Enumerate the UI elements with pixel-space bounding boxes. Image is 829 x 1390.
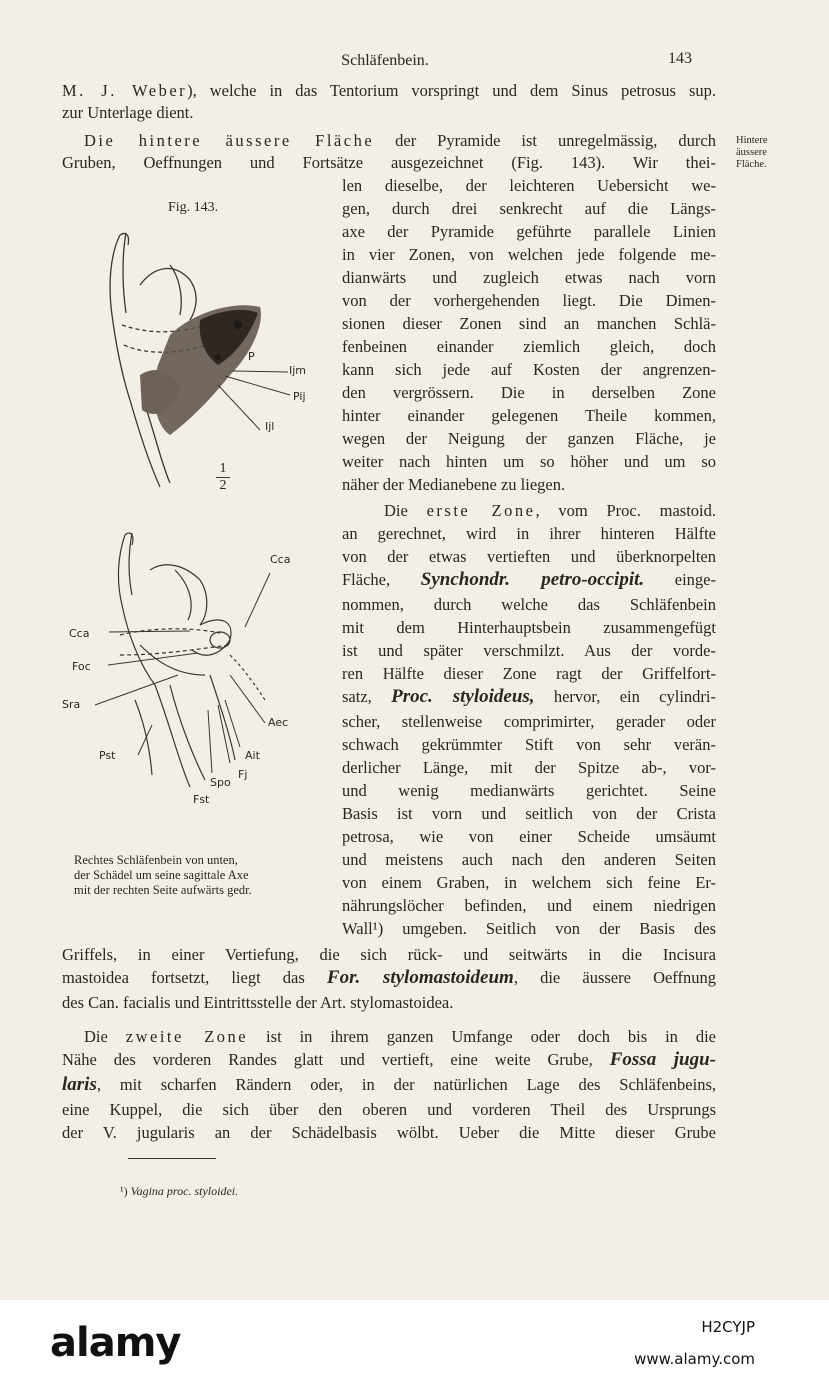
fig-label-aec: Aec [268,716,289,729]
text-line: fenbeinen einander ziemlich gleich, doch [342,337,716,356]
text-line: Die hintere äussere Fläche der Pyramide ist unregelmässig, durch [84,131,716,150]
text-line: ren Hälfte dieser Zone ragt der Griffelfort- [342,664,716,683]
text-line: und wenig medianwärts gerichtet. Seine [342,781,716,800]
site-url: www.alamy.com [634,1350,755,1368]
figure-caption: Rechtes Schläfenbein von unten, der Schädel um seine sagittale Axe mit der rechten Seite aufwärts gedr. [74,853,252,897]
text-line: Gruben, Oeffnungen und Fortsätze ausgezeichnet (Fig. 143). Wir thei- [62,153,716,172]
text-line: Griffels, in einer Vertiefung, die sich rück- und seitwärts in die Incisura [62,945,716,964]
text-line: scher, stellenweise comprimirter, gerader oder [342,712,716,731]
text-line: Basis ist vorn und seitlich von der Crista [342,804,716,823]
text-line: dianwärts und zugleich etwas nach vorn [342,268,716,287]
text-line: von der vorhergehenden liegt. Die Dimen- [342,291,716,310]
text-line: laris, mit scharfen Rändern oder, in der natürlichen Lage des Schläfenbeins, [62,1074,716,1095]
text-line: Die erste Zone, vom Proc. mastoid. [384,501,716,520]
fig-label-cca-top: Cca [270,553,291,566]
text-line: mastoidea fortsetzt, liegt das For. stylomastoideum, die äussere Oeffnung [62,967,716,988]
text-line: petrosa, wie von einer Scheide umsäumt [342,827,716,846]
text-line: derlicher Länge, mit der Spitze ab-, vor- [342,758,716,777]
fig-label-spo: Spo [210,776,231,789]
lower-skull-illustration [80,525,330,825]
text-line: nährungslöcher befinden, und einem niedrigen [342,896,716,915]
text-line: wegen der Neigung der ganzen Fläche, je [342,429,716,448]
text-line: Fläche, Synchondr. petro-occipit. einge- [342,569,717,590]
fig-label-sra: Sra [62,698,81,711]
text-line: axe der Pyramide geführte parallele Linien [342,222,716,241]
text-line: des Can. facialis und Eintrittsstelle der Art. stylomastoidea. [62,993,454,1012]
text-line: den vergrössern. Die in derselben Zone [342,383,716,402]
text-line: ist und später verschmilzt. Aus der vorde- [342,641,716,660]
fig-label-pst: Pst [99,749,116,762]
text-line: näher der Medianebene zu liegen. [342,475,566,494]
running-head: Schläfenbein. [341,52,429,69]
text-line: Wall¹) umgeben. Seitlich von der Basis des [342,919,716,938]
text-line: der V. jugularis an der Schädelbasis wölbt. Ueber die Mitte dieser Grube [62,1123,716,1142]
footnote-rule [128,1158,216,1159]
text-line: weiter nach hinten um so höher und um so [342,452,716,471]
scale-fraction: 1 2 [216,462,230,493]
text-line: von der etwas vertieften und überknorpelten [342,547,716,566]
text-line: sionen dieser Zonen sind an manchen Schlä- [342,314,716,333]
fig-label-cca: Cca [69,627,90,640]
text-line: zur Unterlage dient. [62,103,194,122]
text-line: an gerechnet, wird in ihrer hinteren Hälfte [342,524,716,543]
fig-label-foc: Foc [72,660,91,673]
brand-logo: alamy [50,1320,181,1366]
text-line: Nähe des vorderen Randes glatt und vertieft, eine weite Grube, Fossa jugu- [62,1049,716,1070]
text-line: Die zweite Zone ist in ihrem ganzen Umfange oder doch bis in die [84,1027,716,1046]
text-line: len dieselbe, der leichteren Uebersicht we- [342,176,716,195]
footnote: ¹) Vagina proc. styloidei. [120,1184,239,1198]
fig-label-ait: Ait [245,749,260,762]
fig-label-fst: Fst [193,793,210,806]
page-number: 143 [668,50,692,67]
text-line: satz, Proc. styloideus, hervor, ein cylindri- [342,686,716,707]
text-line: kann sich jede auf Kosten der angrenzen- [342,360,716,379]
fig-label-ljl: Ijl [265,420,275,433]
fig-label-p: P [248,350,255,363]
text-line: M. J. Weber), welche in das Tentorium vorspringt und dem Sinus petrosus sup. [62,81,716,100]
text-line: und meistens auch nach den anderen Seiten [342,850,716,869]
text-line: hinter einander gelegenen Theile kommen, [342,406,716,425]
fig-label-ljm: Ijm [289,364,307,377]
text-line: nommen, durch welche das Schläfenbein [342,595,716,614]
image-id: H2CYJP [701,1318,755,1336]
text-line: gen, durch drei senkrecht auf die Längs- [342,199,716,218]
text-line: eine Kuppel, die sich über den oberen und vorderen Theil des Ursprungs [62,1100,716,1119]
upper-skull-illustration [100,225,330,500]
text-line: von einem Graben, in welchem sich feine Er- [342,873,716,892]
text-line: mit dem Hinterhauptsbein zusammengefügt [342,618,716,637]
margin-note: Hintere äussere Fläche. [736,135,768,170]
figure-label: Fig. 143. [168,200,219,215]
fig-label-fj: Fj [238,768,248,781]
text-line: schwach gekrümmter Stift von sehr verän- [342,735,716,754]
fig-label-pij: Pij [293,390,306,403]
text-line: in vier Zonen, von welchen jede folgende me- [342,245,716,264]
